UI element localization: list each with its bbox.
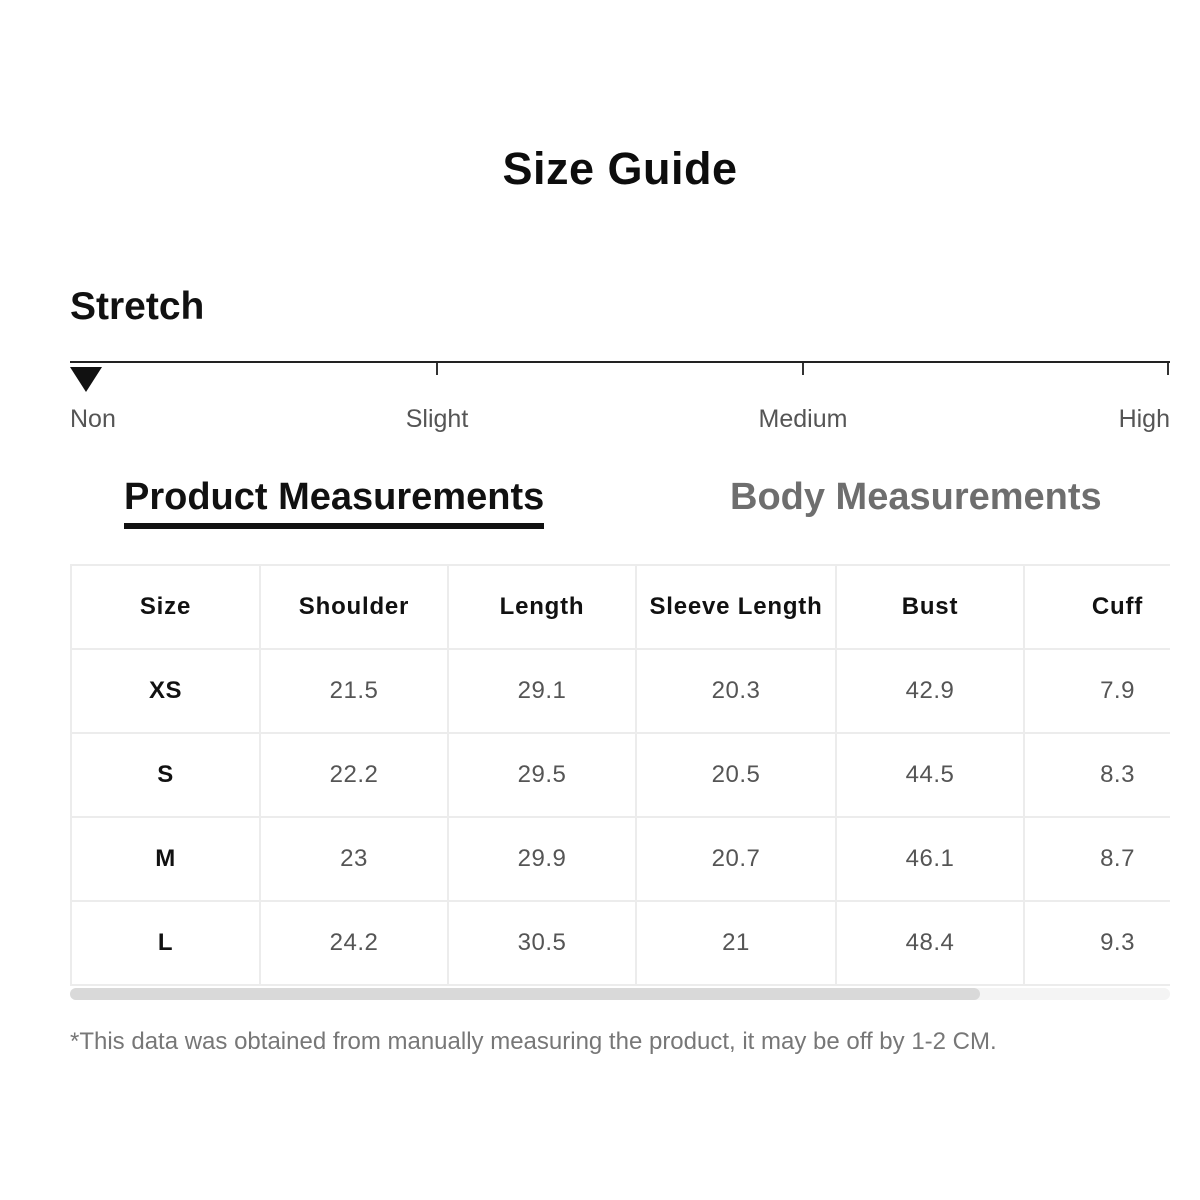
table-cell: 20.3 <box>636 649 836 733</box>
table-cell: 8.3 <box>1024 733 1170 817</box>
tab-product-measurements[interactable]: Product Measurements <box>124 476 544 529</box>
table-cell: 29.5 <box>448 733 636 817</box>
header-size: Size <box>71 565 260 649</box>
table-cell: 44.5 <box>836 733 1024 817</box>
table-row <box>71 649 1170 733</box>
table-cell: L <box>71 901 260 985</box>
header-bust: Bust <box>836 565 1024 649</box>
table-scrollbar-track[interactable] <box>70 988 1170 1000</box>
table-cell: M <box>71 817 260 901</box>
stretch-tick-slight <box>436 363 438 375</box>
table-header-row <box>71 565 1170 649</box>
table-cell: 23 <box>260 817 448 901</box>
table-cell: 42.9 <box>836 649 1024 733</box>
tab-body-measurements[interactable]: Body Measurements <box>730 476 1102 518</box>
header-shoulder: Shoulder <box>260 565 448 649</box>
table-cell: 8.7 <box>1024 817 1170 901</box>
table-cell: 46.1 <box>836 817 1024 901</box>
stretch-scale-line <box>70 361 1170 363</box>
table-cell: 48.4 <box>836 901 1024 985</box>
table-row <box>71 733 1170 817</box>
table-row <box>71 817 1170 901</box>
size-table <box>70 564 1170 986</box>
stretch-label-non: Non <box>70 405 116 433</box>
table-cell: 29.9 <box>448 817 636 901</box>
stretch-label-high: High <box>1118 405 1170 433</box>
table-cell: 21 <box>636 901 836 985</box>
table-row <box>71 901 1170 985</box>
measurement-footnote: *This data was obtained from manually measuring the product, it may be off by 1-2 CM. <box>70 1028 997 1055</box>
table-cell: XS <box>71 649 260 733</box>
stretch-tick-medium <box>802 363 804 375</box>
size-table-container[interactable] <box>70 564 1170 986</box>
table-cell: 29.1 <box>448 649 636 733</box>
table-cell: 22.2 <box>260 733 448 817</box>
table-cell: 21.5 <box>260 649 448 733</box>
table-cell: S <box>71 733 260 817</box>
table-cell: 20.7 <box>636 817 836 901</box>
table-cell: 7.9 <box>1024 649 1170 733</box>
stretch-scale <box>70 361 1170 441</box>
stretch-title: Stretch <box>70 285 205 328</box>
table-cell: 24.2 <box>260 901 448 985</box>
header-sleeve-length: Sleeve Length <box>636 565 836 649</box>
table-cell: 30.5 <box>448 901 636 985</box>
header-cuff: Cuff <box>1024 565 1170 649</box>
page-title: Size Guide <box>502 143 738 194</box>
stretch-label-slight: Slight <box>405 405 469 433</box>
stretch-label-medium: Medium <box>758 405 848 433</box>
table-scrollbar-thumb[interactable] <box>70 988 980 1000</box>
stretch-tick-high <box>1167 363 1169 375</box>
table-cell: 20.5 <box>636 733 836 817</box>
header-length: Length <box>448 565 636 649</box>
stretch-marker-triangle-icon <box>70 367 102 392</box>
table-cell: 9.3 <box>1024 901 1170 985</box>
